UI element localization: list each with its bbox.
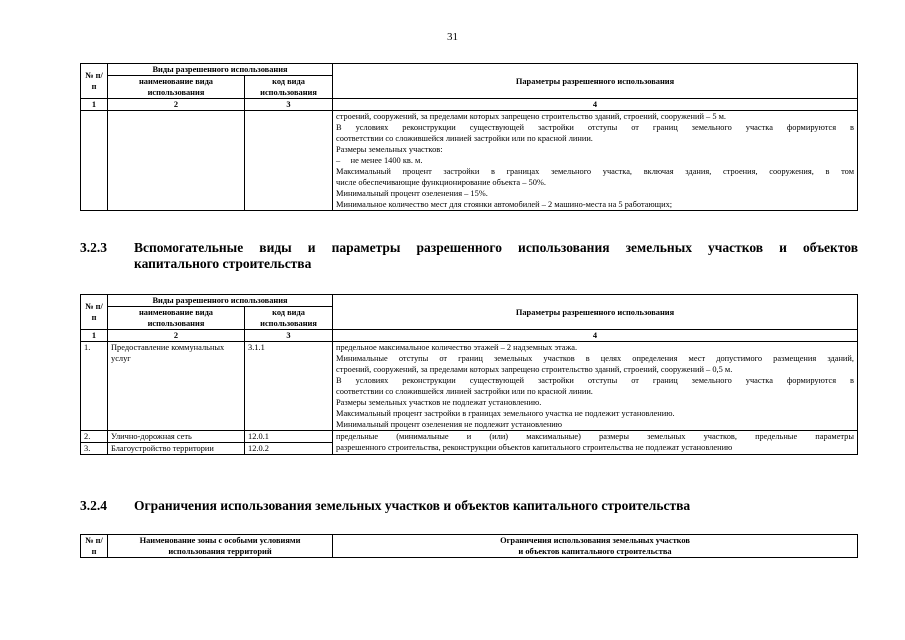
table-row [81, 431, 858, 443]
row-number: 2. [81, 431, 108, 443]
col-number-2: 2 [108, 99, 245, 111]
header-params: Параметры разрешенного использования [333, 64, 858, 99]
page-number: 31 [447, 31, 458, 43]
params-line: строений, сооружений, за пределами которых запрещено строительство зданий, строений, сооружений – 0,5 м. [336, 365, 733, 374]
header-limits [333, 535, 858, 558]
col-number-3: 3 [245, 330, 333, 342]
row-number: 1. [81, 342, 108, 431]
section-number: 3.2.4 [80, 498, 107, 513]
col-number-4: 4 [333, 330, 858, 342]
params-line: Минимальный процент озеленения – 15%. [336, 189, 488, 198]
col-number-1: 1 [81, 330, 108, 342]
restrictions-table [80, 534, 858, 558]
cell-empty-name [108, 111, 245, 211]
params-text [333, 111, 858, 211]
section-heading-323 [80, 240, 858, 274]
header-no: № п/п [81, 295, 108, 330]
section-title-line: Вспомогательные виды и параметры разрешенного использования земельных участков и объектов [134, 240, 858, 255]
params-line: соответствии со сложившейся линией застройки или по красной линии. [336, 387, 593, 396]
col-number-1: 1 [81, 99, 108, 111]
params-line: Максимальный процент застройки в границах земельного участка, включая здания, строения, сооружения, в том [336, 167, 854, 176]
params-line: предельное максимальное количество этажей – 2 надземных этажа. [336, 343, 578, 352]
params-line: В условиях реконструкции существующей застройки отступы от границ земельного участка формируются в [336, 376, 854, 385]
params-text-merged [333, 431, 858, 455]
params-line: разрешенного строительства, реконструкции объектов капитального строительства не подлежат установлению [336, 443, 733, 452]
params-line: Размеры земельных участков: [336, 145, 443, 154]
col-number-2: 2 [108, 330, 245, 342]
row-number: 3. [81, 443, 108, 455]
params-line: Размеры земельных участков не подлежат установлению. [336, 398, 542, 407]
header-group: Виды разрешенного использования [108, 295, 333, 307]
use-name: Благоустройство территории [108, 443, 245, 455]
params-line: строений, сооружений, за пределами которых запрещено строительство зданий, строений, сооружений – 5 м. [336, 112, 727, 121]
section-title-line: капитального строительства [134, 256, 312, 271]
header-name: наименование вида использования [108, 307, 245, 330]
table-row [81, 342, 858, 431]
section-heading-324 [80, 498, 858, 516]
auxiliary-uses-table [80, 294, 858, 455]
use-code: 3.1.1 [245, 342, 333, 431]
cell-empty-no [81, 111, 108, 211]
params-text [333, 342, 858, 431]
params-line: Минимальное количество мест для стоянки автомобилей – 2 машино-места на 5 работающих; [336, 200, 673, 209]
main-params-table [80, 63, 858, 211]
use-name: Предоставление коммунальных услуг [108, 342, 245, 431]
header-zone-line: Наименование зоны с особыми условиями [139, 536, 301, 545]
params-line: – не менее 1400 кв. м. [336, 156, 423, 165]
header-params: Параметры разрешенного использования [333, 295, 858, 330]
section-title: Ограничения использования земельных участков и объектов капитального строительства [134, 498, 691, 513]
params-line: Минимальный процент озеленения не подлежит установлению [336, 420, 563, 429]
header-no: № п/п [81, 535, 108, 558]
params-line: Максимальный процент застройки в границах земельного участка не подлежит установлению. [336, 409, 675, 418]
params-line: В условиях реконструкции существующей застройки отступы от границ земельного участка формируются в [336, 123, 854, 132]
params-line: числе обеспечивающие функционирование объекта – 50%. [336, 178, 546, 187]
params-line: соответствии со сложившейся линией застройки или по красной линии. [336, 134, 593, 143]
section-number: 3.2.3 [80, 240, 107, 255]
params-line: Минимальные отступы от границ земельных участков в целях определения мест допустимого размещения зданий, [336, 354, 854, 363]
header-limits-line: и объектов капитального строительства [518, 547, 672, 556]
use-name: Улично-дорожная сеть [108, 431, 245, 443]
params-line: предельные (минимальные и (или) максимальные) размеры земельных участков, предельные параметры [336, 432, 854, 441]
col-number-4: 4 [333, 99, 858, 111]
header-group: Виды разрешенного использования [108, 64, 333, 76]
header-limits-line: Ограничения использования земельных участков [500, 536, 690, 545]
header-no: № п/п [81, 64, 108, 99]
use-code: 12.0.2 [245, 443, 333, 455]
col-number-3: 3 [245, 99, 333, 111]
use-code: 12.0.1 [245, 431, 333, 443]
header-code: код вида использования [245, 307, 333, 330]
header-zone-line: использования территорий [168, 547, 272, 556]
header-zone [108, 535, 333, 558]
header-name: наименование вида использования [108, 76, 245, 99]
header-code: код вида использования [245, 76, 333, 99]
cell-empty-code [245, 111, 333, 211]
